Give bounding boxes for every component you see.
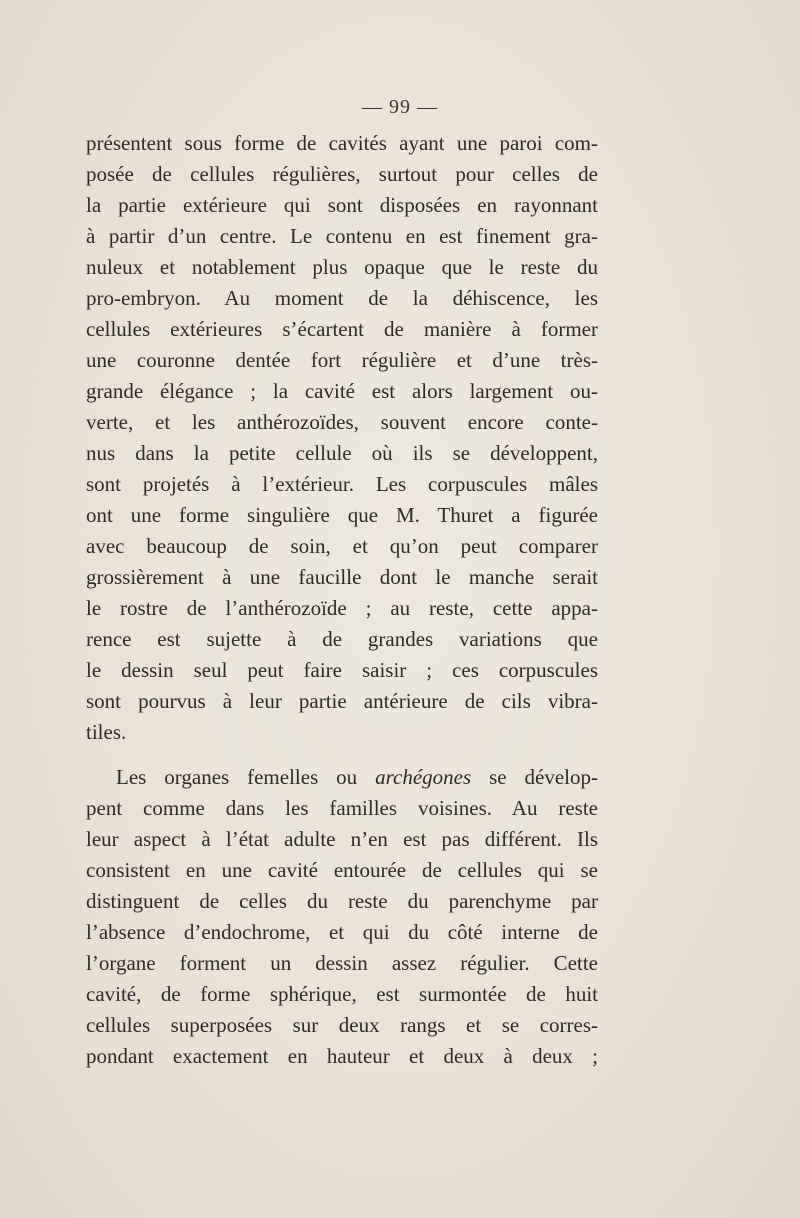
text-line: l’organe forment un dessin assez régulier. Cette — [86, 951, 598, 975]
text-line: pondant exactement en hauteur et deux à deux ; — [86, 1044, 598, 1068]
text-line: grossièrement à une faucille dont le manche serait — [86, 565, 598, 589]
paragraph-2 — [86, 762, 598, 1072]
text-line: avec beaucoup de soin, et qu’on peut comparer — [86, 534, 598, 558]
text-line: cavité, de forme sphérique, est surmontée de huit — [86, 982, 598, 1006]
text-line: cellules superposées sur deux rangs et se corres- — [86, 1013, 598, 1037]
text-line: verte, et les anthérozoïdes, souvent encore conte- — [86, 410, 598, 434]
text-line: ont une forme singulière que M. Thuret a figurée — [86, 503, 598, 527]
italic-term: archégones — [375, 765, 472, 789]
text-line: une couronne dentée fort régulière et d’une très- — [86, 348, 598, 372]
text-line: pent comme dans les familles voisines. Au reste — [86, 796, 598, 820]
body-text — [86, 128, 598, 1072]
text-line: présentent sous forme de cavités ayant une paroi com- — [86, 131, 598, 155]
text-line: posée de cellules régulières, surtout pour celles de — [86, 162, 598, 186]
text-line: le rostre de l’anthérozoïde ; au reste, cette appa- — [86, 596, 598, 620]
text-line: à partir d’un centre. Le contenu en est finement gra- — [86, 224, 598, 248]
text-line: leur aspect à l’état adulte n’en est pas différent. Ils — [86, 827, 598, 851]
text-line: tiles. — [86, 720, 127, 744]
text-line: pro-embryon. Au moment de la déhiscence, les — [86, 286, 598, 310]
text-line: nuleux et notablement plus opaque que le reste du — [86, 255, 598, 279]
text-line: l’absence d’endochrome, et qui du côté interne de — [86, 920, 598, 944]
text-line: nus dans la petite cellule où ils se développent, — [86, 441, 598, 465]
text-line: distinguent de celles du reste du parenchyme par — [86, 889, 598, 913]
text-line: cellules extérieures s’écartent de manière à former — [86, 317, 598, 341]
text-line: sont pourvus à leur partie antérieure de cils vibra- — [86, 689, 598, 713]
text-line: Les organes femelles ou archégones se dévelop- — [116, 765, 598, 789]
text-line: la partie extérieure qui sont disposées en rayonnant — [86, 193, 598, 217]
text-line: le dessin seul peut faire saisir ; ces corpuscules — [86, 658, 598, 682]
text-line: consistent en une cavité entourée de cellules qui se — [86, 858, 598, 882]
paragraph-1 — [86, 128, 598, 748]
page-number: — 99 — — [362, 96, 438, 118]
text-line: grande élégance ; la cavité est alors largement ou- — [86, 379, 598, 403]
text-line: rence est sujette à de grandes variations que — [86, 627, 598, 651]
text-line: sont projetés à l’extérieur. Les corpuscules mâles — [86, 472, 598, 496]
